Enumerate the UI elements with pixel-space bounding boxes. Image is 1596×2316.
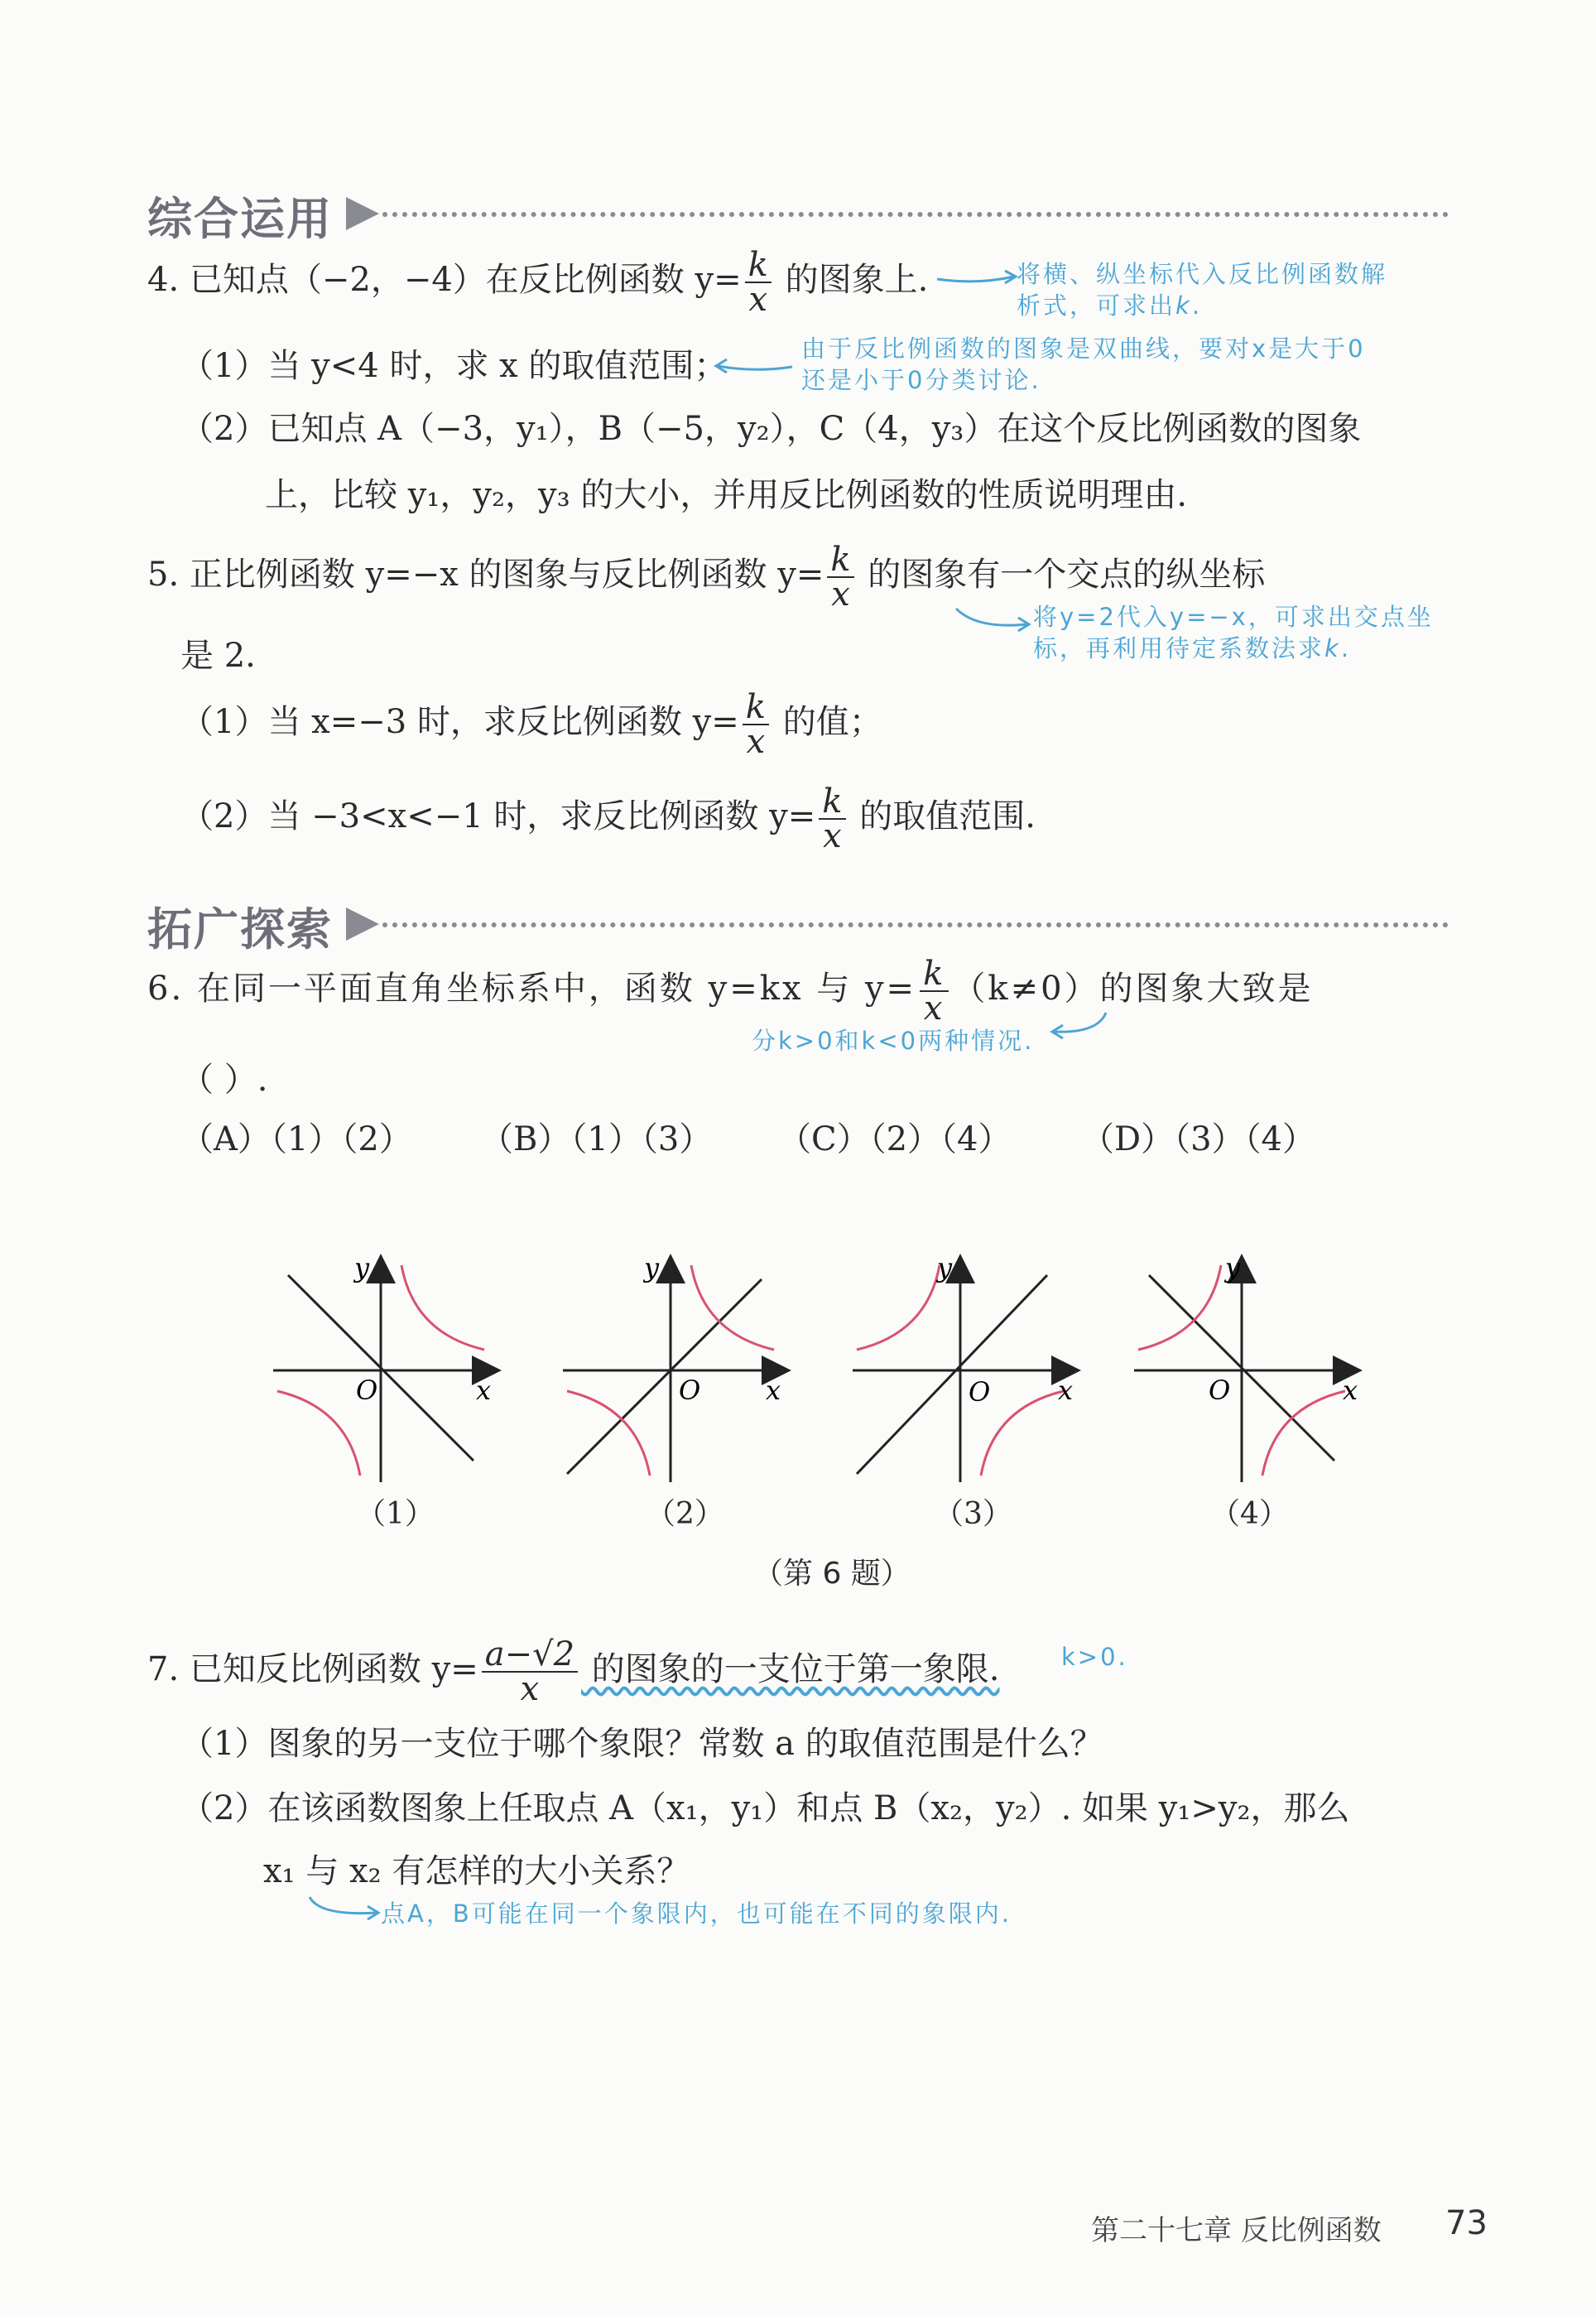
q7-part2-line2: x₁ 与 x₂ 有怎样的大小关系？ bbox=[263, 1852, 690, 1890]
q4-part1-note-arrow-icon bbox=[714, 354, 796, 379]
q6-note-arrow-icon bbox=[1048, 1009, 1114, 1042]
q5-note: 将y=2代入y=−x，可求出交点坐 标，再利用待定系数法求k. bbox=[1033, 603, 1434, 662]
section-divider bbox=[382, 922, 1449, 927]
q7-fraction: $\frac{a-√2}{x}$ bbox=[482, 1638, 578, 1706]
graph-2 bbox=[563, 1252, 786, 1482]
q7-note-arrow-icon bbox=[303, 1893, 386, 1926]
footer-chapter: 第二十七章 反比例函数 bbox=[1091, 2214, 1382, 2247]
q7-note-k: k>0. bbox=[1061, 1643, 1128, 1671]
q5-part1-fraction: $\frac{k}{x}$ bbox=[743, 691, 769, 758]
graph-4-origin-label: O bbox=[1209, 1375, 1231, 1406]
q6-note: 分k>0和k<0两种情况. bbox=[752, 1027, 1035, 1055]
section-title-comprehensive: 综合运用 bbox=[147, 193, 333, 245]
q6-blank: （ ）. bbox=[180, 1061, 268, 1099]
graph-4-label: （4） bbox=[1210, 1497, 1289, 1531]
graph-2-x-label: x bbox=[766, 1375, 781, 1406]
graph-2-origin-label: O bbox=[679, 1375, 701, 1406]
q4-stem: 4. 已知点（−2，−4）在反比例函数 y= $\frac{k}{x}$ 的图象上. bbox=[147, 246, 929, 319]
q4-part2-line1: （2）已知点 A（−3，y₁），B（−5，y₂），C（4，y₃）在这个反比例函数的图象 bbox=[180, 410, 1362, 448]
q6-option-a: （A）（1）（2） bbox=[180, 1120, 412, 1158]
q5-part2: （2）当 −3<x<−1 时，求反比例函数 y= $\frac{k}{x}$ 的取值范围. bbox=[180, 782, 1036, 855]
graph-1-y-label: y bbox=[354, 1252, 370, 1283]
graph-4-x-label: x bbox=[1343, 1375, 1358, 1406]
q6-option-d: （D）（3）（4） bbox=[1081, 1120, 1315, 1158]
q6-graphs bbox=[248, 1242, 1391, 1507]
graph-2-label: （2） bbox=[646, 1497, 724, 1531]
graph-3-label: （3） bbox=[934, 1497, 1012, 1531]
q6-figure-caption: （第 6 题） bbox=[753, 1557, 911, 1591]
q7-stem: 7. 已知反比例函数 y= $\frac{a-√2}{x}$ 的图象的一支位于第一象限. bbox=[147, 1635, 1000, 1708]
graph-1-x-label: x bbox=[476, 1375, 492, 1406]
graph-2-y-label: y bbox=[644, 1252, 660, 1283]
graph-3 bbox=[853, 1252, 1076, 1482]
q4-note-arrow-icon bbox=[935, 267, 1018, 291]
page-number: 73 bbox=[1445, 2204, 1488, 2242]
q4-part2-line2: 上，比较 y₁，y₂，y₃ 的大小，并用反比例函数的性质说明理由. bbox=[265, 476, 1188, 514]
q7-part2-line1: （2）在该函数图象上任取点 A（x₁，y₁）和点 B（x₂，y₂）. 如果 y₁>y₂，那么 bbox=[180, 1789, 1350, 1827]
section-arrow-icon bbox=[346, 908, 379, 941]
q4-fraction: $\frac{k}{x}$ bbox=[745, 248, 772, 316]
graph-4 bbox=[1134, 1252, 1358, 1482]
graph-1 bbox=[273, 1252, 497, 1482]
q7-note: 点A，B可能在同一个象限内，也可能在不同的象限内. bbox=[381, 1900, 1012, 1928]
graph-1-label: （1） bbox=[356, 1497, 435, 1531]
section-title-extension: 拓广探索 bbox=[147, 903, 333, 956]
q5-fraction: $\frac{k}{x}$ bbox=[827, 543, 853, 611]
graph-3-x-label: x bbox=[1058, 1375, 1074, 1406]
q6-fraction: $\frac{k}{x}$ bbox=[920, 957, 949, 1025]
graph-4-y-label: y bbox=[1225, 1252, 1241, 1283]
q5-part1: （1）当 x=−3 时，求反比例函数 y= $\frac{k}{x}$ 的值； bbox=[180, 688, 882, 761]
section-arrow-icon bbox=[346, 197, 379, 230]
q6-stem: 6. 在同一平面直角坐标系中，函数 y=kx 与 y= $\frac{k}{x}$ （k≠0）的图象大致是 bbox=[147, 955, 1314, 1028]
graph-1-origin-label: O bbox=[356, 1375, 378, 1406]
q5-note-arrow-icon bbox=[952, 604, 1035, 638]
q4-part1-note: 由于反比例函数的图象是双曲线，要对x是大于0 还是小于0分类讨论. bbox=[801, 335, 1366, 394]
q6-option-b: （B）（1）（3） bbox=[480, 1120, 713, 1158]
q5-stem-cont: 是 2. bbox=[180, 637, 256, 675]
q7-part1: （1）图象的另一支位于哪个象限？常数 a 的取值范围是什么？ bbox=[180, 1725, 1103, 1763]
q4-note: 将横、纵坐标代入反比例函数解 析式，可求出k. bbox=[1017, 260, 1388, 320]
section-divider bbox=[382, 212, 1449, 217]
q4-part1: （1）当 y<4 时，求 x 的取值范围； bbox=[180, 347, 728, 385]
graph-3-y-label: y bbox=[937, 1252, 953, 1283]
q6-option-c: （C）（2）（4） bbox=[778, 1120, 1012, 1158]
q5-stem: 5. 正比例函数 y=−x 的图象与反比例函数 y= $\frac{k}{x}$ 的图象有一个交点的纵坐标 bbox=[147, 541, 1266, 614]
q5-part2-fraction: $\frac{k}{x}$ bbox=[819, 785, 845, 853]
graph-3-origin-label: O bbox=[969, 1376, 991, 1408]
